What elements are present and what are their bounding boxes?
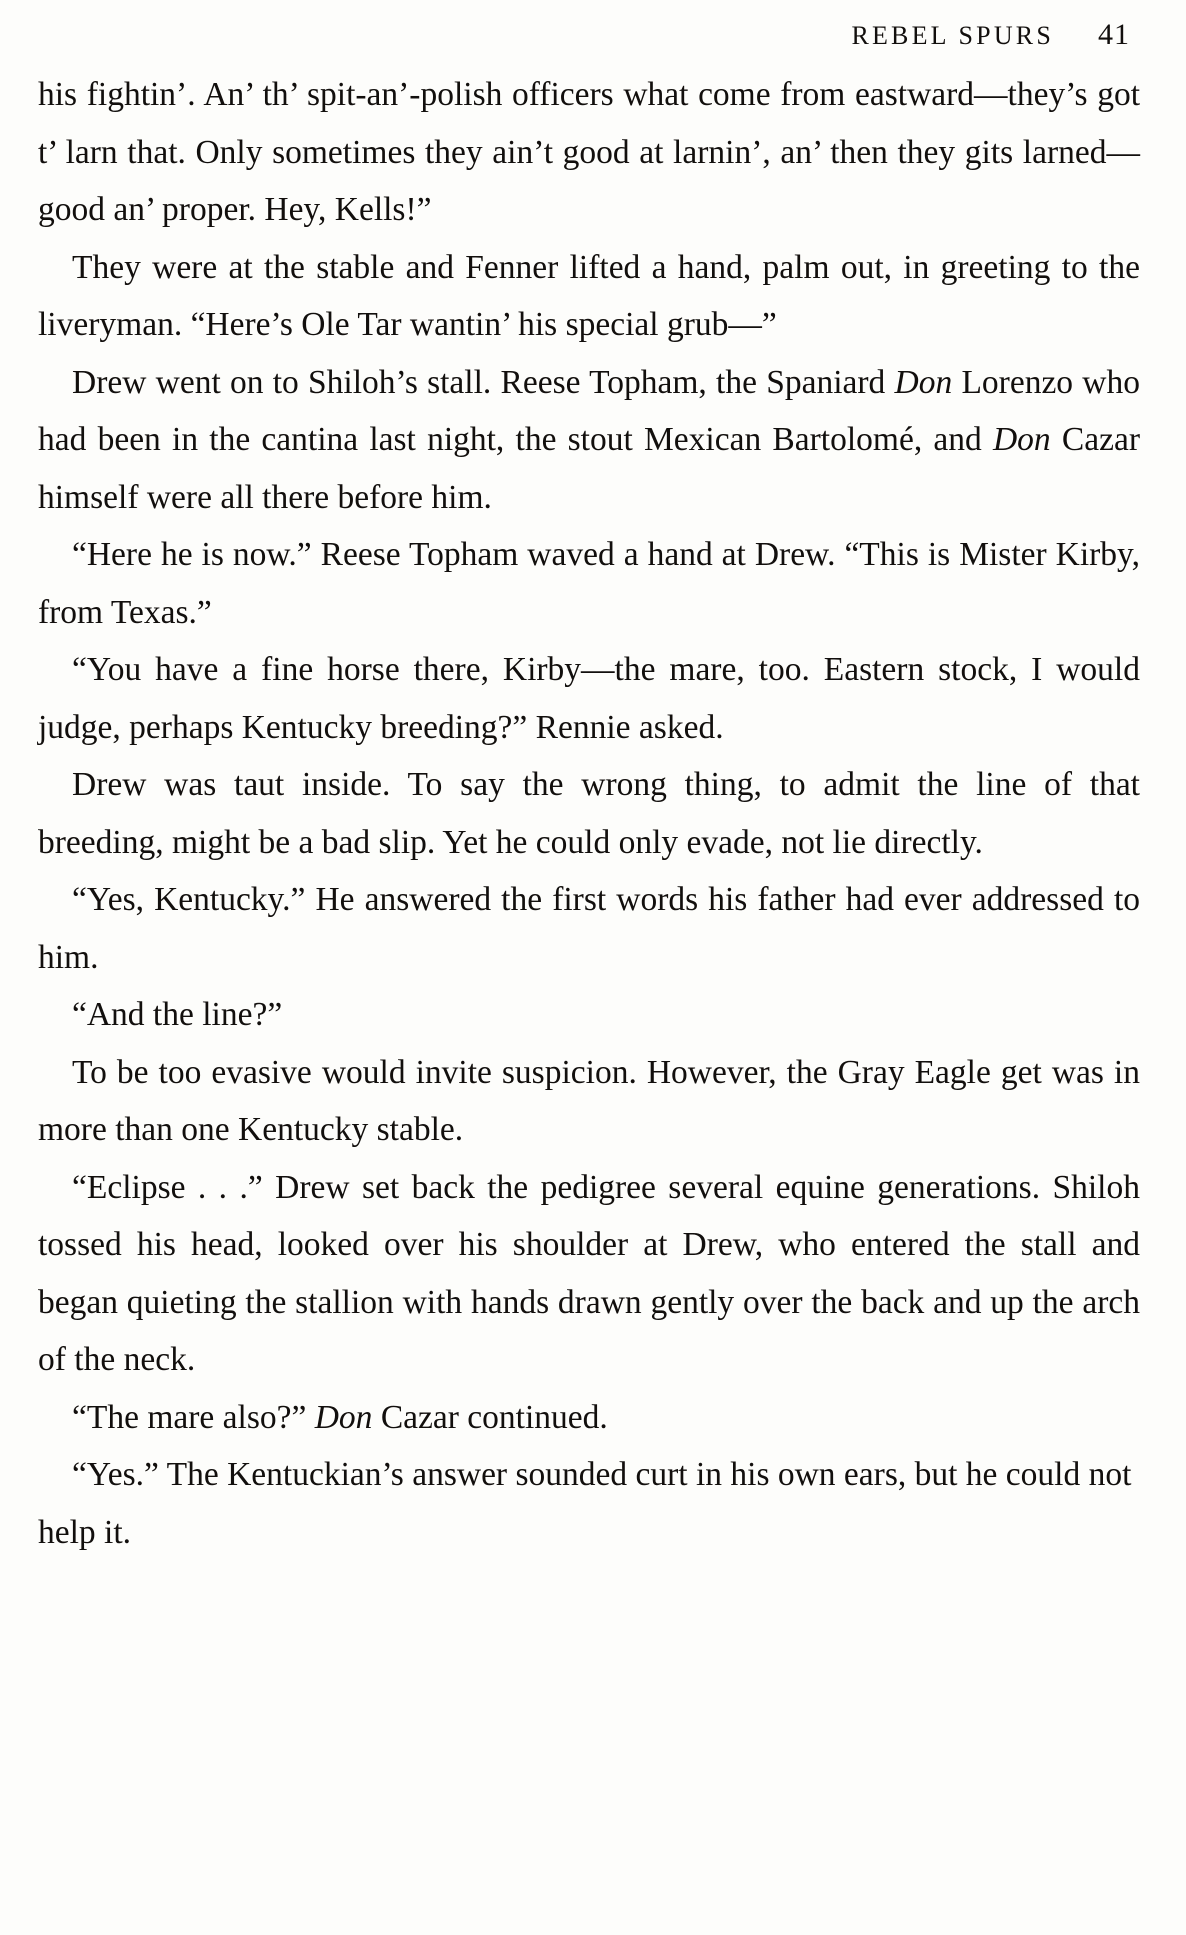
paragraph <box>38 986 1140 1044</box>
text-run: Drew went on to Shiloh’s stall. Reese Topham, the Spaniard <box>72 363 895 401</box>
body-text <box>38 66 1140 1561</box>
emphasis-text: Don <box>992 421 1051 458</box>
paragraph <box>38 526 1140 641</box>
emphasis-text: Don <box>894 363 953 401</box>
text-run: Lorenzo who had been in the cantina last night, the stout Mexican Bartolomé, and <box>38 363 1140 458</box>
text-run: Drew was taut inside. To say the wrong thing, to admit the line of that breeding, might be a bad slip. Yet he could only evade, not lie directly. <box>38 766 1140 861</box>
paragraph <box>38 66 1140 239</box>
paragraph <box>38 641 1140 756</box>
paragraph <box>38 1044 1140 1159</box>
text-run: “The mare also?” <box>72 1398 315 1436</box>
text-run: “Eclipse . . .” Drew set back the pedigree several equine generations. Shiloh tossed his head, looked over his shoulder at Drew, who entered the stall and began quieting the stallion with hands drawn gently over the back and up the arch of the neck. <box>38 1168 1140 1378</box>
running-head <box>38 18 1140 60</box>
text-run: Cazar continued. <box>372 1398 608 1436</box>
paragraph <box>38 354 1140 527</box>
running-title: REBEL SPURS <box>851 21 1054 50</box>
text-run: They were at the stable and Fenner lifted a hand, palm out, in greeting to the liveryman. “Here’s Ole Tar wantin’ his special grub—” <box>38 248 1140 343</box>
paragraph <box>38 756 1140 871</box>
emphasis-text: Don <box>314 1398 373 1436</box>
text-run: “You have a fine horse there, Kirby—the mare, too. Eastern stock, I would judge, perhaps Kentucky breeding?” Rennie asked. <box>38 651 1140 746</box>
paragraph <box>38 1159 1140 1389</box>
text-run: Cazar himself were all there before him. <box>38 421 1140 516</box>
text-run: his fightin’. An’ th’ spit-an’-polish officers what come from eastward—they’s got t’ larn that. Only sometimes they ain’t good at larnin’, an’ then they gits larned—good an’ proper. Hey, Kells!” <box>38 76 1140 228</box>
text-run: “And the line?” <box>72 996 283 1033</box>
paragraph <box>38 239 1140 354</box>
paragraph <box>38 1446 1140 1561</box>
text-run: “Yes.” The Kentuckian’s answer sounded curt in his own ears, but he could not help it. <box>38 1456 1132 1551</box>
text-run: “Yes, Kentucky.” He answered the first words his father had ever addressed to him. <box>38 881 1140 976</box>
paragraph <box>38 1389 1140 1447</box>
text-run: “Here he is now.” Reese Topham waved a hand at Drew. “This is Mister Kirby, from Texas.” <box>38 536 1140 631</box>
text-run: To be too evasive would invite suspicion. However, the Gray Eagle get was in more than one Kentucky stable. <box>38 1053 1140 1148</box>
paragraph <box>38 871 1140 986</box>
page-number: 41 <box>1098 18 1130 51</box>
